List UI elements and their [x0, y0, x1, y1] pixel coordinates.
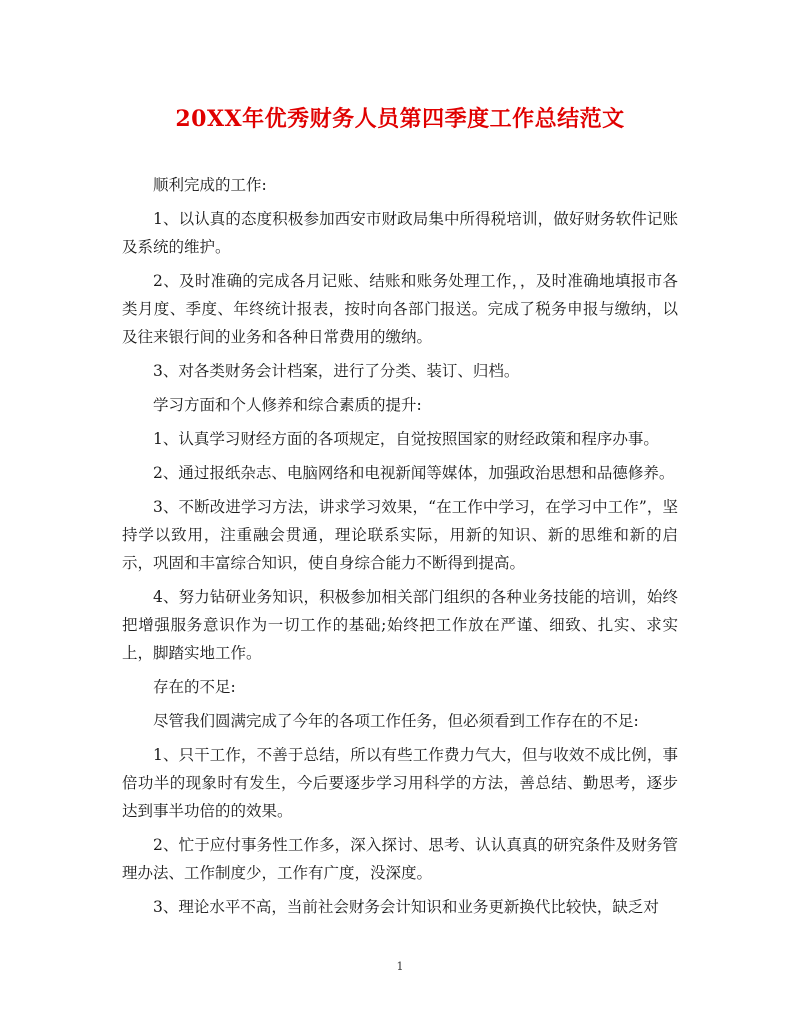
- page-number: 1: [396, 960, 404, 973]
- paragraph: 4、努力钻研业务知识，积极参加相关部门组织的各种业务技能的培训，始终把增强服务意识作为一切工作的基础;始终把工作放在严谨、细致、扎实、求实上，脚踏实地工作。: [122, 588, 678, 662]
- paragraph: 3、对各类财务会计档案，进行了分类、装订、归档。: [153, 362, 520, 380]
- paragraph: 学习方面和个人修养和综合素质的提升:: [153, 396, 422, 414]
- paragraph: 2、及时准确的完成各月记账、结账和账务处理工作，，及时准确地填报市各类月度、季度、年终统计报表，按时向各部门报送。完成了税务申报与缴纳，以及往来银行间的业务和各种日常费用的缴纳。: [122, 272, 678, 346]
- paragraph: 1、以认真的态度积极参加西安市财政局集中所得税培训，做好财务软件记账及系统的维护。: [122, 210, 678, 256]
- paragraph: 尽管我们圆满完成了今年的各项工作任务，但必须看到工作存在的不足:: [153, 712, 639, 730]
- paragraph: 3、理论水平不高，当前社会财务会计知识和业务更新换代比较快，缺乏对: [153, 898, 659, 916]
- document-title: 20XX年优秀财务人员第四季度工作总结范文: [175, 106, 625, 132]
- paragraph: 顺利完成的工作:: [153, 176, 267, 194]
- paragraph: 3、不断改进学习方法，讲求学习效果，“在工作中学习，在学习中工作”，坚持学以致用，注重融会贯通，理论联系实际，用新的知识、新的思维和新的启示，巩固和丰富综合知识，使自身综合能力不断得到提高。: [122, 498, 678, 572]
- paragraph: 1、认真学习财经方面的各项规定，自觉按照国家的财经政策和程序办事。: [153, 430, 659, 448]
- paragraph: 1、只干工作，不善于总结，所以有些工作费力气大，但与收效不成比例，事倍功半的现象时有发生，今后要逐步学习用科学的方法，善总结、勤思考，逐步达到事半功倍的的效果。: [122, 746, 678, 820]
- paragraph: 2、通过报纸杂志、电脑网络和电视新闻等媒体，加强政治思想和品德修养。: [153, 464, 675, 482]
- paragraph: 2、忙于应付事务性工作多，深入探讨、思考、认认真真的研究条件及财务管理办法、工作制度少，工作有广度，没深度。: [122, 836, 678, 882]
- document-body: [122, 171, 678, 927]
- paragraph: 存在的不足:: [153, 678, 236, 696]
